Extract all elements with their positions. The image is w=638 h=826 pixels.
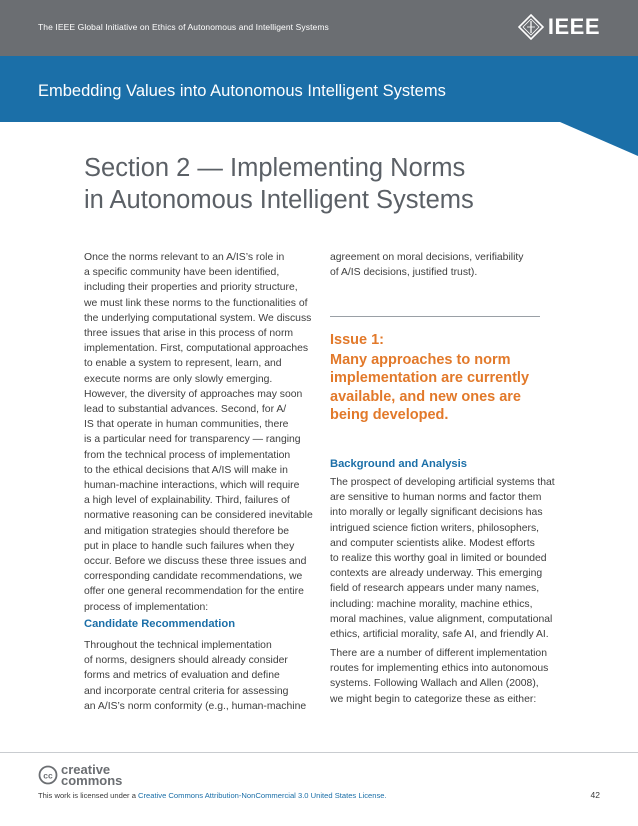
candidate-recommendation-text <box>84 638 316 714</box>
issue-line: available, and new ones are <box>330 388 521 405</box>
text-line: the underlying computational system. We discuss <box>84 312 312 324</box>
text-line: implementation. First, computational approaches <box>84 343 309 355</box>
svg-text:cc: cc <box>43 770 53 781</box>
text-line: corresponding candidate recommendations, we <box>84 571 303 583</box>
text-line: and computer scientists alike. Modest efforts <box>330 537 535 549</box>
issue-title <box>330 351 555 425</box>
text-line: ethics, artificial morality, safe AI, and friendly AI. <box>330 629 549 641</box>
section-title <box>84 152 564 216</box>
text-line: and mitigation strategies should therefore be <box>84 525 290 537</box>
section-title-line2: in Autonomous Intelligent Systems <box>84 186 474 214</box>
text-line: human-machine interactions, which will require <box>84 480 300 492</box>
ieee-logo <box>518 14 600 40</box>
background-paragraph-2 <box>330 646 558 707</box>
text-line: execute norms are only slowly emerging. <box>84 373 273 385</box>
issue-divider <box>330 316 540 317</box>
background-paragraph-1 <box>330 475 558 642</box>
text-line: routes for implementing ethics into autonomous <box>330 663 549 675</box>
text-line: an A/IS’s norm conformity (e.g., human-machine <box>84 700 307 712</box>
text-line: to enable a system to represent, learn, and <box>84 358 282 370</box>
text-line: to realize this worthy goal in limited or bounded <box>330 553 547 565</box>
background-analysis-heading: Background and Analysis <box>330 458 467 470</box>
text-line: including their properties and priority structure, <box>84 282 298 294</box>
text-line: we must link these norms to the functionalities of <box>84 297 308 309</box>
band-diagonal-tail <box>0 56 638 166</box>
top-header-bar <box>0 0 638 56</box>
text-line: Throughout the technical implementation <box>84 640 272 651</box>
text-line: occur. Before we discuss these three issues and <box>84 556 307 568</box>
license-link[interactable]: Creative Commons Attribution-NonCommercial 3.0 United States License. <box>138 791 387 800</box>
initiative-title: The IEEE Global Initiative on Ethics of Autonomous and Intelligent Systems <box>38 22 329 32</box>
cc-word-creative: creative <box>61 762 111 777</box>
text-line: we might begin to categorize these as either: <box>330 693 537 705</box>
ieee-diamond-icon <box>518 14 544 40</box>
text-line: process of implementation: <box>84 601 209 613</box>
text-line: is a particular need for transparency — ranging <box>84 434 301 446</box>
cc-word-commons: commons <box>61 773 123 788</box>
text-line: However, the diversity of approaches may soon <box>84 388 303 400</box>
issue-line: Many approaches to norm <box>330 352 511 368</box>
section-title-line1: Section 2 — Implementing Norms <box>84 154 466 182</box>
issue-line: implementation are currently <box>330 370 530 387</box>
text-line: contexts are already underway. This emerging <box>330 568 543 580</box>
footer-divider <box>0 752 638 753</box>
text-line: of A/IS decisions, justified trust). <box>330 267 478 279</box>
license-prefix: This work is licensed under a <box>38 791 139 800</box>
text-line: from the technical process of implementation <box>84 449 291 461</box>
text-line: and incorporate central criteria for assessing <box>84 685 289 697</box>
text-line: offer one general recommendation for the entire <box>84 586 304 598</box>
text-line: put in place to handle such failures when they <box>84 540 295 552</box>
text-line: systems. Following Wallach and Allen (2008), <box>330 678 539 690</box>
right-column-continuation <box>330 250 558 280</box>
text-line: a high level of explainability. Third, failures of <box>84 495 290 507</box>
license-statement <box>38 791 387 800</box>
ieee-logo-text: IEEE <box>547 14 600 39</box>
text-line: normative reasoning can be considered inevitable <box>84 510 313 522</box>
text-line: IS that operate in human communities, there <box>84 419 289 431</box>
text-line: of norms, designers should already consider <box>84 655 288 667</box>
text-line: There are a number of different implementation <box>330 648 547 659</box>
creative-commons-logo <box>38 764 122 786</box>
text-line: three issues that arise in this process of norm <box>84 328 294 340</box>
text-line: The prospect of developing artificial systems that <box>330 477 555 488</box>
text-line: a specific community have been identified, <box>84 267 280 279</box>
text-line: agreement on moral decisions, verifiability <box>330 252 524 263</box>
text-line: forms and metrics of evaluation and define <box>84 670 280 682</box>
text-line: Once the norms relevant to an A/IS’s role in <box>84 252 285 263</box>
text-line: field of research appears under many names, <box>330 583 540 595</box>
candidate-recommendation-heading: Candidate Recommendation <box>84 618 236 630</box>
issue-line: being developed. <box>330 407 449 424</box>
cc-circle-icon <box>38 765 58 785</box>
text-line: including: machine morality, machine ethics, <box>330 598 533 610</box>
left-column-intro <box>84 250 316 615</box>
text-line: lead to substantial advances. Second, for A/ <box>84 404 287 416</box>
text-line: moral machines, value alignment, computational <box>330 613 553 625</box>
issue-label: Issue 1: <box>330 332 384 348</box>
text-line: are sensitive to human norms and factor them <box>330 492 542 504</box>
text-line: to the ethical decisions that A/IS will make in <box>84 464 288 476</box>
page-number: 42 <box>590 790 600 800</box>
cc-wordmark <box>61 764 122 786</box>
text-line: into morally or legally significant decisions has <box>330 507 543 519</box>
text-line: intrigued science fiction writers, philosophers, <box>330 522 540 534</box>
chapter-title: Embedding Values into Autonomous Intelligent Systems <box>38 82 446 100</box>
